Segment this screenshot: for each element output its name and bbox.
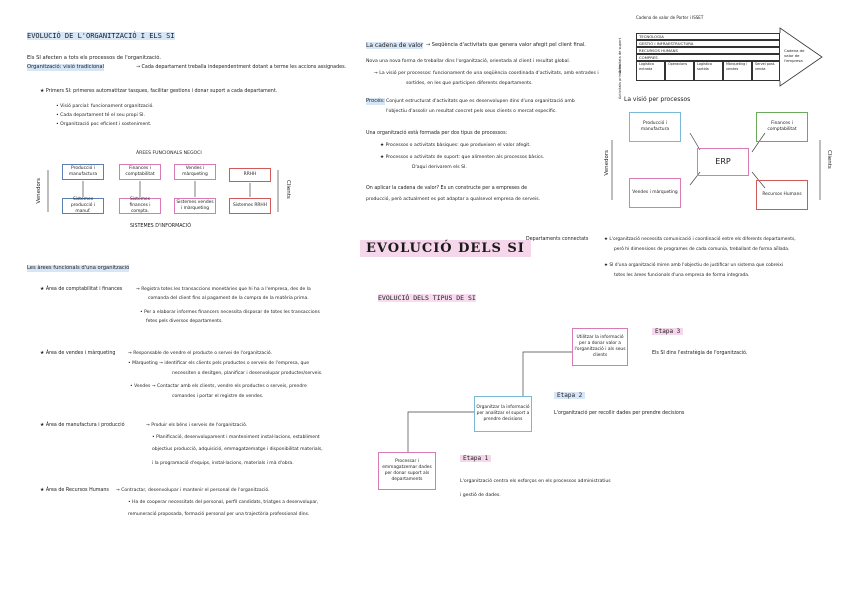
stage2-box: Organitzar la informació per analitzar el suport a prendre decisions (474, 396, 532, 432)
vc-title: Cadena de valor de Porter i ISSET (636, 15, 704, 20)
vision-box-finances: Finances i comptabilitat (756, 112, 808, 142)
org-trad-desc: → Cada departament treballa independentment dotant a terme les accions assignades. (136, 65, 347, 70)
areas-title: Les àrees funcionals d'una organització (27, 265, 130, 271)
area-finances-line: • Per a elaborar informes financers necessita disposar de totes les transaccions (140, 310, 320, 315)
stage1-box: Processar i emmagatzemar dades per donar suport als departaments (378, 452, 436, 490)
area-vendes-line: comandes i portar el registre de vendes. (172, 394, 264, 399)
dept-line4: totes les àrees funcionals d'una empresa de forma integrada. (614, 273, 750, 278)
etapa2-label: Etapa 2 (554, 392, 585, 399)
proces-label: Procés: (366, 98, 385, 104)
tipus-3: D'aquí derivarem els SI. (412, 165, 467, 170)
evolucio-si-title: EVOLUCIÓ DELS SI (360, 240, 531, 257)
area-rrhh-line: remuneració proposada, formació personal per una trajectòria professional dins. (128, 512, 310, 517)
diagram-box-vendes: Vendes i màrqueting (174, 164, 216, 180)
vision-box-produccio: Producció i manufactura (629, 112, 681, 142)
vc-row: GESTIÓ I INFRAESTRUCTURA (636, 40, 780, 47)
etapa3-label: Etapa 3 (652, 328, 683, 335)
erp-box: ERP (697, 148, 749, 176)
vision-box-vendes: Vendes i màrqueting (629, 178, 681, 208)
area-produccio-line: • Planificació, desenvolupament i manteniment instal·lacions, establiment (152, 435, 320, 440)
bullet-3: • Organització poc eficient i sosteniment. (56, 122, 152, 127)
diagram-box-produccio: Producció i manufactura (62, 164, 104, 180)
area-produccio-name: ★ Àrea de manufactura i producció (40, 423, 125, 428)
cadena-label: La cadena de valor (366, 42, 424, 49)
diagram-right-label: Clients (285, 180, 291, 199)
intro-text: Els SI afecten a tots els processos de l'organització. (27, 55, 161, 61)
tipus-2: ★ Processos o activitats de suport: que alimenten als processos bàsics. (380, 155, 545, 160)
area-finances-line: comanda del client fins al pagament de la compra de la matèria prima. (148, 296, 309, 301)
area-vendes-line: • Màrqueting → identificar els clients pels productes o serveis de l'empresa, que (128, 361, 309, 366)
etapa1-desc1: L'organització centra els esforços en els processos administratius (460, 479, 611, 484)
vc-primary: Servei post-venda (752, 61, 780, 81)
question-line1: On aplicar la cadena de valor? Es un constructe per a empreses de (366, 186, 528, 191)
diagram-box-finances: Finances i comptabilitat (119, 164, 161, 180)
area-vendes-name: ★ Àrea de vendes i màrqueting (40, 351, 116, 356)
question-line2: producció, però actualment es pot adaptar a qualsevol empresa de serveis. (366, 197, 541, 202)
vc-row: COMPRES (636, 54, 780, 61)
vision-box-rrhh: Recursos Humans (756, 180, 808, 210)
diagram-box-sis-rrhh: Sistemes RRHH (229, 198, 271, 214)
area-produccio-line: → Produir els béns i serveis de l'organització. (146, 423, 248, 428)
org-trad-label: Organització: visió tradicional (27, 64, 105, 70)
dept-label: Departaments connectats (526, 237, 589, 242)
vision-vendors: Venedors (604, 150, 610, 176)
area-produccio-line: i la programació d'equips, instal·lacions, materials i mà d'obra. (152, 461, 294, 466)
diagram-box-sis-finances: Sistemes finances i compta. (119, 198, 161, 214)
new-way: Nova una nova forma de treballar dins l'organització, orientada al client i resultat global. (366, 59, 571, 64)
tipus-si-title: EVOLUCIÓ DELS TIPUS DE SI (378, 294, 476, 302)
left-section-title: EVOLUCIÓ DE L'ORGANITZACIÓ I ELS SI (27, 32, 175, 40)
etapa2-desc: L'organització per recollir dades per prendre decisions (554, 411, 685, 416)
vc-side-bottom: Activitats primàries (618, 64, 622, 99)
vision-title: La visió per processos (624, 96, 691, 103)
etapa3-desc: Els SI dins l'estratègia de l'organització. (652, 351, 748, 356)
vc-side-top: Activitats de suport (618, 38, 622, 74)
area-vendes-line: • Vendes → Contactar amb els clients, vendre els productes o serveis, prendre (130, 384, 307, 389)
diagram-box-sis-vendes: Sistemes vendes i màrqueting (174, 198, 216, 214)
vc-tip: Cadena de valor de l'empresa (784, 48, 805, 63)
area-finances-line: fetes pels diversos departaments. (146, 319, 223, 324)
stage3-box: Utilitzar la informació per a donar valor a l'organització i als seus clients (572, 328, 628, 366)
diagram-bottom-label: SISTEMES D'INFORMACIÓ (130, 224, 191, 229)
vc-primary: Màrqueting i vendes (723, 61, 752, 81)
proces-line1: Conjunt estructurat d'activitats que es desenvolupen dins d'una organització amb (386, 99, 575, 104)
vc-primary: Logística entrada (636, 61, 665, 81)
area-vendes-line: necessiten o desitgen, planificar i desenvolupar productes/serveis. (172, 371, 323, 376)
dept-line1: ★ L'organització necessita comunicació i coordinació entre els diferents departaments, (604, 237, 796, 242)
area-rrhh-line: • Ha de cooperar necessitats del personal, perfil candidats, triatges a desenvolupar, (128, 500, 319, 505)
tipus-1: ★ Processos o activitats bàsiques: que produeixen el valor afegit. (380, 143, 531, 148)
diagram-left-label: Venedors (36, 178, 42, 204)
cadena-desc: → Seqüència d'activitats que genera valor afegit pel client final. (426, 42, 586, 48)
diagram-box-rrhh: RRHH (229, 168, 271, 182)
vc-row: RECURSOS HUMANS (636, 47, 780, 54)
area-rrhh-name: ★ Àrea de Recursos Humans (40, 488, 109, 493)
area-finances-line: → Registra totes les transaccions monetàries que hi ha a l'empresa, des de la (136, 287, 311, 292)
etapa1-desc2: i gestió de dades. (460, 493, 501, 498)
area-vendes-line: → Responsable de vendre el producte o servei de l'organització. (128, 351, 272, 356)
diagram-top-label: ÀREES FUNCIONALS NEGOCI (136, 151, 202, 156)
area-finances-name: ★ Àrea de comptabilitat i finances (40, 287, 123, 292)
vc-primary: Operacions (665, 61, 694, 81)
vc-row: TECNOLOGIA (636, 33, 780, 40)
area-produccio-line: objectius producció, adquisició, emmagatzematge i disponibilitat materials, (152, 447, 323, 452)
dept-line2: però hi dimensions de programes de cada comunia, treballant de forma aïllada. (614, 247, 790, 252)
vc-primary: Logística sortida (694, 61, 723, 81)
vision-clients: Clients (826, 150, 832, 169)
proces-line2: l'objectiu d'assolir un resultat concret pels seus clients o mercat específic. (386, 109, 557, 114)
vision-line2: sortides, en les que participen diferents departaments. (406, 81, 533, 86)
formada-text: Una organització està formada per dos tipus de processos: (366, 131, 508, 136)
bullet-1: • Visió parcial: funcionament organització. (56, 104, 154, 109)
area-rrhh-line: → Contractar, desenvolupar i mantenir el personal de l'organització. (116, 488, 270, 493)
bullet-main: ★ Primers SI: primeres automatitzar tasques, facilitar gestions i donar suport a cada departament. (40, 89, 278, 94)
etapa1-label: Etapa 1 (460, 455, 491, 462)
dept-line3: ★ SI d'una organització miren amb l'objectiu de justificar un sistema que cobreixi (604, 263, 784, 268)
bullet-2: • Cada departament té el seu propi SI. (56, 113, 145, 118)
diagram-box-sis-produccio: Sistemes producció i manuf. (62, 198, 104, 214)
vision-line1: → La visió per processos: funcionament de una seqüència coordinada d'activitats, amb entrades i (374, 71, 599, 76)
